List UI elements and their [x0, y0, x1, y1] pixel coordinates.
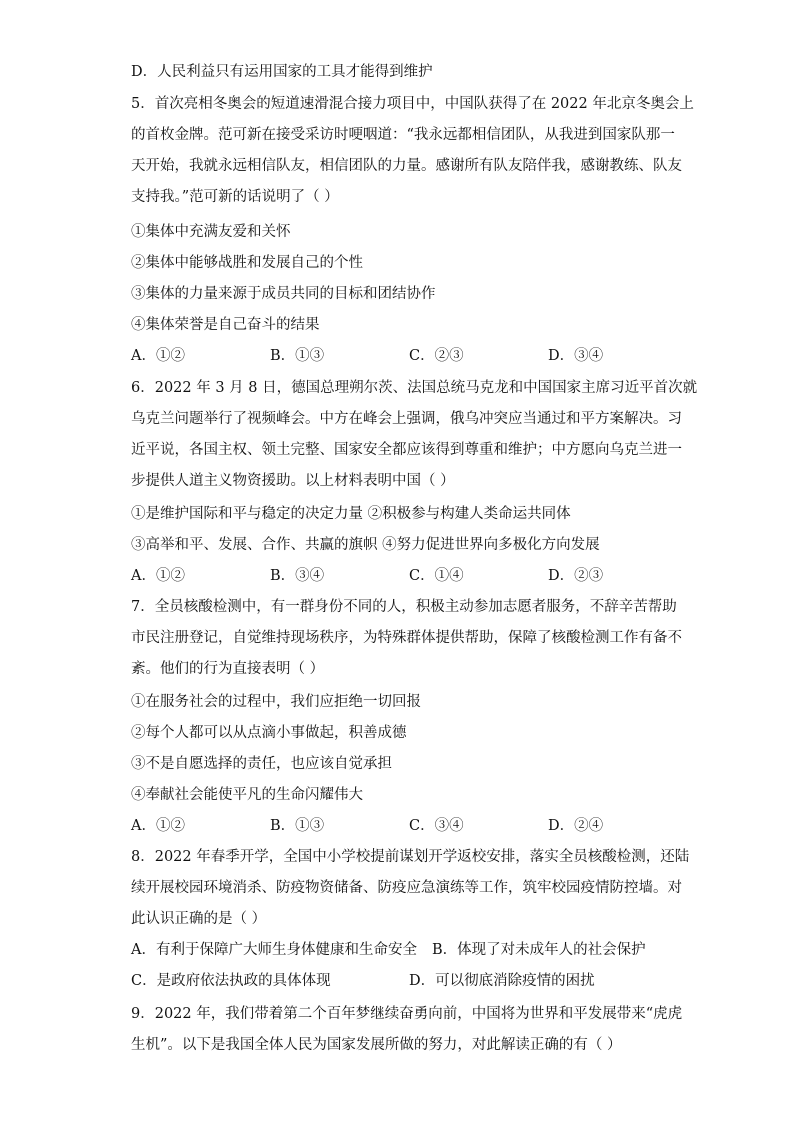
- q8-stem-line: 8．2022 年春季开学，全国中小学校提前谋划开学返校安排，落实全员核酸检测，还陆: [131, 849, 690, 865]
- q7-statement: ①在服务社会的过程中，我们应拒绝一切回报: [131, 694, 421, 710]
- q5-stem-line: 天开始，我就永远相信队友，相信团队的力量。感谢所有队友陪伴我，感谢教练、队友: [131, 158, 682, 174]
- q5-stem-line: 5．首次亮相冬奥会的短道速滑混合接力项目中，中国队获得了在 2022 年北京冬奥会上: [131, 96, 694, 112]
- q5-option-d[interactable]: D．③④: [548, 348, 604, 364]
- q7-options: [131, 816, 691, 836]
- q6-statement: ①是维护国际和平与稳定的决定力量 ②积极参与构建人类命运共同体: [131, 506, 571, 522]
- q5-stem-line: 支持我。”范可新的话说明了（ ）: [131, 189, 339, 205]
- q6-option-b[interactable]: B．③④: [270, 568, 325, 584]
- q8-stem-line: 此认识正确的是（ ）: [131, 911, 267, 927]
- q7-stem-line: 紊。他们的行为直接表明（ ）: [131, 661, 325, 677]
- q8-option-c[interactable]: C．是政府依法执政的具体体现: [131, 973, 331, 989]
- q7-option-c[interactable]: C．③④: [409, 818, 464, 834]
- q6-option-a[interactable]: A．①②: [131, 568, 185, 584]
- q6-option-d[interactable]: D．②③: [548, 568, 604, 584]
- q5-options: [131, 346, 691, 366]
- q8-option-d[interactable]: D．可以彻底消除疫情的困扰: [409, 973, 595, 989]
- q8-option-a[interactable]: A．有利于保障广大师生身体健康和生命安全: [131, 942, 417, 958]
- q7-stem-line: 市民注册登记，自觉维持现场秩序，为特殊群体提供帮助，保障了核酸检测工作有备不: [131, 630, 682, 646]
- q7-option-d[interactable]: D．②④: [548, 818, 604, 834]
- q9-stem-line: 9．2022 年，我们带着第二个百年梦继续奋勇向前，中国将为世界和平发展带来“虎虎: [131, 1006, 683, 1022]
- q6-stem-line: 步提供人道主义物资援助。以上材料表明中国（ ）: [131, 473, 455, 489]
- q5-statement: ①集体中充满友爱和关怀: [131, 224, 291, 240]
- q5-statement: ②集体中能够战胜和发展自己的个性: [131, 255, 363, 271]
- q8-stem-line: 续开展校园环境消杀、防疫物资储备、防疫应急演练等工作，筑牢校园疫情防控墙。对: [131, 880, 682, 896]
- q5-option-b[interactable]: B．①③: [270, 348, 325, 364]
- q7-statement: ③不是自愿选择的责任，也应该自觉承担: [131, 756, 392, 772]
- q6-stem-line: 6．2022 年 3 月 8 日，德国总理朔尔茨、法国总统马克龙和中国国家主席习近平首次就: [131, 380, 698, 396]
- q7-statement: ④奉献社会能使平凡的生命闪耀伟大: [131, 787, 363, 803]
- q8-option-b[interactable]: B．体现了对未成年人的社会保护: [432, 942, 646, 958]
- q9-stem-line: 生机”。以下是我国全体人民为国家发展所做的努力，对此解读正确的有（ ）: [131, 1037, 622, 1053]
- q7-stem-line: 7．全员核酸检测中，有一群身份不同的人，积极主动参加志愿者服务，不辞辛苦帮助: [131, 599, 677, 615]
- q6-statement: ③高举和平、发展、合作、共赢的旗帜 ④努力促进世界向多极化方向发展: [131, 537, 600, 553]
- q7-option-a[interactable]: A．①②: [131, 818, 185, 834]
- q6-option-c[interactable]: C．①④: [409, 568, 464, 584]
- q7-option-b[interactable]: B．①③: [270, 818, 325, 834]
- q5-statement: ④集体荣誉是自己奋斗的结果: [131, 317, 320, 333]
- q5-option-a[interactable]: A．①②: [131, 348, 185, 364]
- q7-statement: ②每个人都可以从点滴小事做起，积善成德: [131, 725, 407, 741]
- q4-option-d[interactable]: D．人民利益只有运用国家的工具才能得到维护: [131, 64, 433, 80]
- q5-option-c[interactable]: C．②③: [409, 348, 464, 364]
- q6-stem-line: 乌克兰问题举行了视频峰会。中方在峰会上强调，俄乌冲突应当通过和平方案解决。习: [131, 411, 682, 427]
- q6-options: [131, 566, 691, 586]
- q6-stem-line: 近平说，各国主权、领土完整、国家安全都应该得到尊重和维护；中方愿向乌克兰进一: [131, 442, 682, 458]
- q5-statement: ③集体的力量来源于成员共同的目标和团结协作: [131, 286, 436, 302]
- q5-stem-line: 的首枚金牌。范可新在接受采访时哽咽道：“我永远都相信团队，从我进到国家队那一: [131, 127, 675, 143]
